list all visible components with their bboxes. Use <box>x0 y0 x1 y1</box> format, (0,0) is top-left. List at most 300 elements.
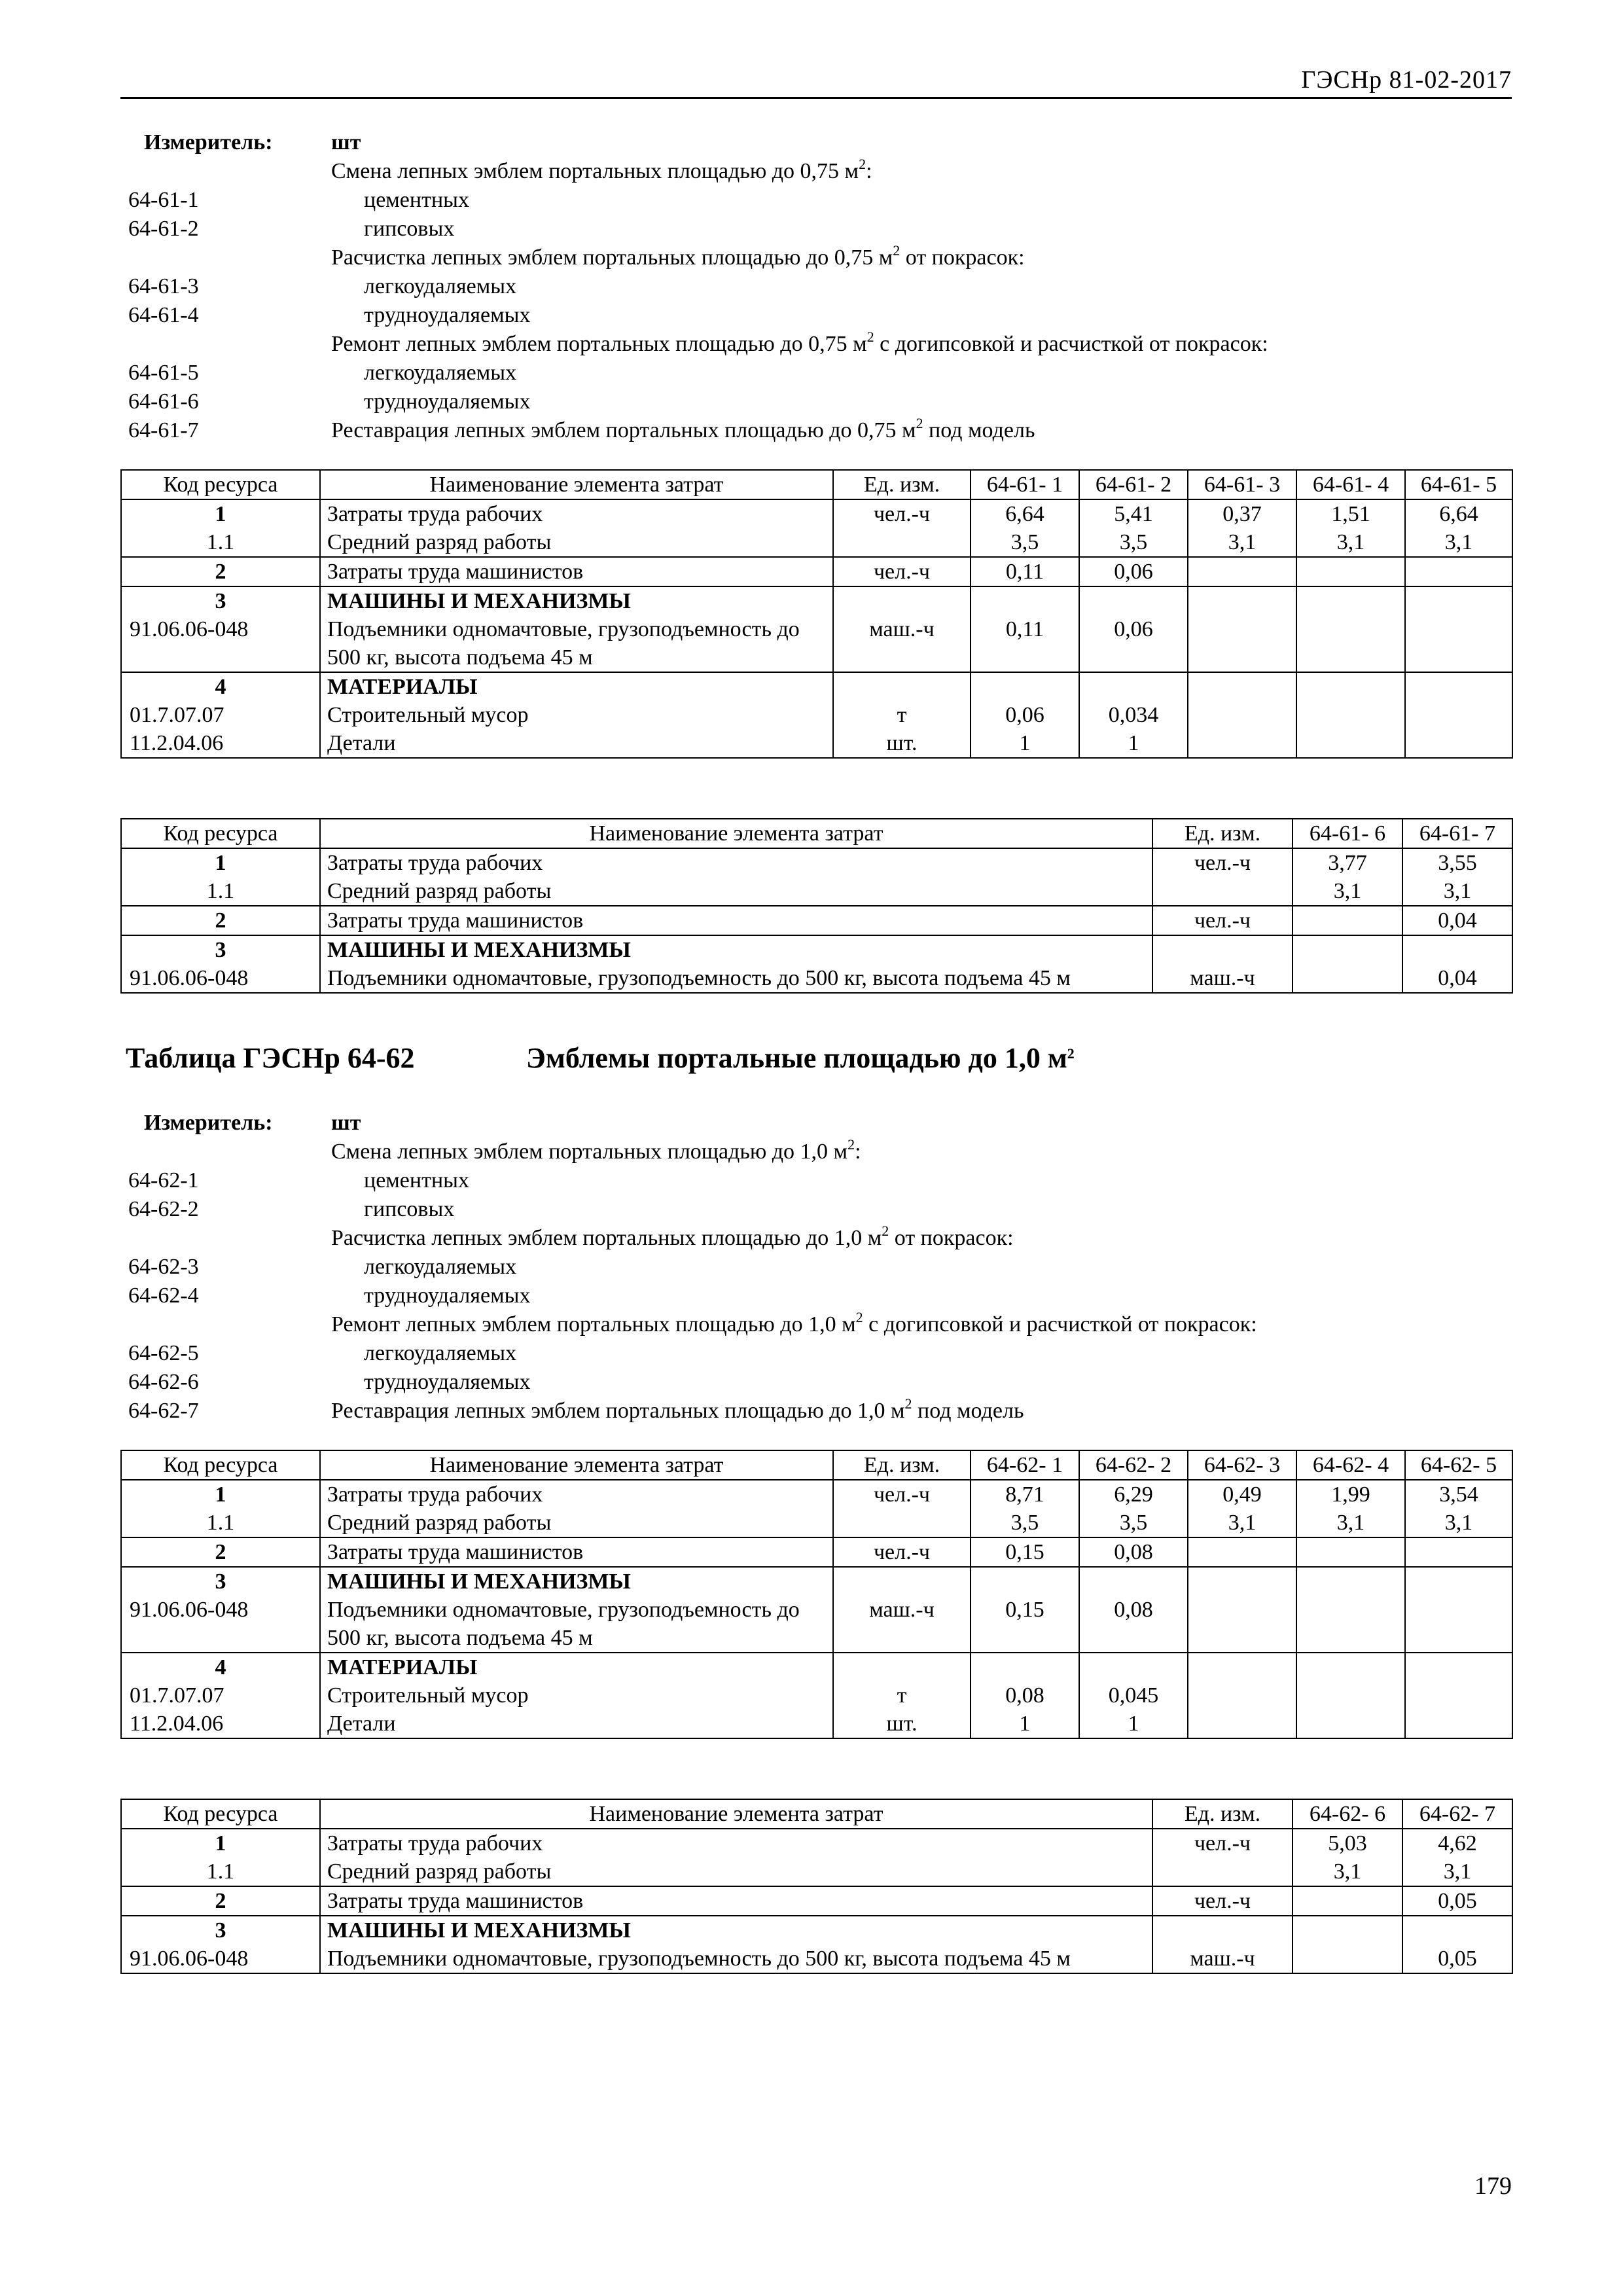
column-header: Код ресурса <box>121 819 320 848</box>
work-code: 64-62-5 <box>128 1341 199 1365</box>
work-description-line <box>120 1339 1512 1368</box>
resource-table-64-61-b <box>120 818 1513 994</box>
column-header: 64-62- 4 <box>1296 1450 1405 1480</box>
unit-of-measure <box>1152 877 1293 906</box>
work-description-text: легкоудаляемых <box>364 274 517 298</box>
superscript: 2 <box>847 1136 855 1153</box>
norm-value: 3,1 <box>1402 1857 1512 1886</box>
table-row <box>121 1681 1512 1710</box>
work-description-line <box>120 416 1512 445</box>
table-row <box>121 877 1512 906</box>
norm-value: 3,1 <box>1405 1509 1512 1537</box>
work-description-line <box>120 1166 1512 1195</box>
unit-of-measure: шт. <box>833 729 971 758</box>
norm-value <box>1188 729 1296 758</box>
cost-element-name: Затраты труда машинистов <box>320 1537 833 1567</box>
work-description-text: Расчистка лепных эмблем портальных площадью до 0,75 м <box>331 245 893 270</box>
norm-value: 0,15 <box>971 1596 1079 1653</box>
work-description <box>364 387 531 416</box>
norm-value: 8,71 <box>971 1480 1079 1509</box>
norm-value <box>971 672 1079 701</box>
table-row <box>121 528 1512 557</box>
norm-value: 3,1 <box>1296 1509 1405 1537</box>
column-header: 64-61- 7 <box>1402 819 1512 848</box>
resource-code: 01.7.07.07 <box>121 1681 320 1710</box>
work-description-line <box>120 1282 1512 1310</box>
work-description-tail: : <box>866 159 872 183</box>
meter-block-64-62 <box>120 1109 1512 1426</box>
norm-value <box>1079 1567 1188 1596</box>
norm-value: 0,06 <box>971 701 1079 729</box>
norm-value: 3,1 <box>1402 877 1512 906</box>
work-description-tail: от покрасок: <box>889 1226 1014 1250</box>
work-description-line <box>120 272 1512 301</box>
column-header: 64-62- 7 <box>1402 1799 1512 1829</box>
cost-element-name: Затраты труда рабочих <box>320 848 1152 877</box>
unit-of-measure <box>1152 1857 1293 1886</box>
norm-value <box>1188 557 1296 586</box>
norm-value <box>971 586 1079 615</box>
norm-value: 1,99 <box>1296 1480 1405 1509</box>
norm-value <box>1296 1710 1405 1738</box>
work-description-text: легкоудаляемых <box>364 361 517 385</box>
table-title: Эмблемы портальные площадью до 1,0 $м^2$ <box>526 1042 1075 1074</box>
superscript: 2 <box>893 242 901 259</box>
work-description-text: легкоудаляемых <box>364 1341 517 1365</box>
norm-value <box>1188 1710 1296 1738</box>
work-description-line <box>120 1368 1512 1397</box>
table-row <box>121 701 1512 729</box>
norm-value: 5,03 <box>1293 1829 1402 1857</box>
resource-table-64-62-b <box>120 1799 1513 1974</box>
column-header: Код ресурса <box>121 470 320 499</box>
work-code: 64-61-2 <box>128 217 199 241</box>
table-header-row <box>121 1799 1512 1829</box>
cost-element-name: Средний разряд работы <box>320 1509 833 1537</box>
resource-code: 91.06.06-048 <box>121 615 320 672</box>
work-code: 64-62-3 <box>128 1255 199 1279</box>
work-description-line <box>120 330 1512 359</box>
norm-value <box>1405 586 1512 615</box>
column-header: Код ресурса <box>121 1799 320 1829</box>
column-header: Ед. изм. <box>1152 1799 1293 1829</box>
resource-code: 11.2.04.06 <box>121 1710 320 1738</box>
table-row <box>121 935 1512 964</box>
table-row <box>121 557 1512 586</box>
norm-value <box>1296 1653 1405 1681</box>
work-description-line <box>120 387 1512 416</box>
table-row <box>121 1829 1512 1857</box>
work-description <box>331 157 872 186</box>
column-header: 64-61- 3 <box>1188 470 1296 499</box>
work-description-text: трудноудаляемых <box>364 1283 531 1308</box>
resource-code: 3 <box>121 586 320 615</box>
document-code-header: ГЭСНр 81-02-2017 <box>1301 66 1512 94</box>
norm-value <box>1405 615 1512 672</box>
norm-value <box>1188 615 1296 672</box>
table-number: Таблица ГЭСНр 64-62 <box>126 1042 415 1074</box>
work-description-line <box>120 243 1512 272</box>
resource-table-64-62-a <box>120 1450 1513 1739</box>
work-description <box>331 243 1025 272</box>
work-code: 64-61-5 <box>128 361 199 385</box>
work-description-text: Расчистка лепных эмблем портальных площадью до 1,0 м <box>331 1226 882 1250</box>
column-header: Наименование элемента затрат <box>320 1450 833 1480</box>
column-header: Наименование элемента затрат <box>320 819 1152 848</box>
norm-value: 3,55 <box>1402 848 1512 877</box>
work-code: 64-62-7 <box>128 1399 199 1423</box>
norm-value: 3,1 <box>1293 877 1402 906</box>
table-row <box>121 1857 1512 1886</box>
cost-element-name: Детали <box>320 1710 833 1738</box>
cost-element-name: МАШИНЫ И МЕХАНИЗМЫ <box>320 586 833 615</box>
unit-of-measure: маш.-ч <box>833 1596 971 1653</box>
resource-code: 1.1 <box>121 1509 320 1537</box>
table-row <box>121 1567 1512 1596</box>
work-code: 64-61-1 <box>128 188 199 212</box>
norm-value <box>1405 701 1512 729</box>
work-description-text: цементных <box>364 188 469 212</box>
norm-value: 6,29 <box>1079 1480 1188 1509</box>
work-description-text: легкоудаляемых <box>364 1255 517 1279</box>
norm-value: 0,05 <box>1402 1886 1512 1916</box>
norm-value <box>1405 1537 1512 1567</box>
column-header: 64-61- 1 <box>971 470 1079 499</box>
unit-of-measure <box>1152 935 1293 964</box>
norm-value <box>1405 672 1512 701</box>
cost-element-name: МАТЕРИАЛЫ <box>320 1653 833 1681</box>
norm-value: 1 <box>971 729 1079 758</box>
cost-element-name: Затраты труда рабочих <box>320 1829 1152 1857</box>
table-row <box>121 1596 1512 1653</box>
table-row <box>121 964 1512 993</box>
norm-value: 0,06 <box>1079 615 1188 672</box>
cost-element-name: Средний разряд работы <box>320 1857 1152 1886</box>
unit-of-measure: чел.-ч <box>1152 848 1293 877</box>
norm-value: 4,62 <box>1402 1829 1512 1857</box>
resource-code: 1 <box>121 1480 320 1509</box>
norm-value: 3,1 <box>1293 1857 1402 1886</box>
norm-value: 6,64 <box>971 499 1079 528</box>
norm-value <box>1188 1596 1296 1653</box>
resource-code: 3 <box>121 1916 320 1945</box>
norm-value: 5,41 <box>1079 499 1188 528</box>
unit-of-measure: т <box>833 701 971 729</box>
column-header: Код ресурса <box>121 1450 320 1480</box>
norm-value <box>1405 1596 1512 1653</box>
work-description-line <box>120 1253 1512 1282</box>
norm-value: 3,5 <box>971 528 1079 557</box>
norm-value <box>1293 1886 1402 1916</box>
norm-value <box>1188 1567 1296 1596</box>
work-description <box>364 1166 469 1195</box>
norm-value: 0,045 <box>1079 1681 1188 1710</box>
column-header: Ед. изм. <box>833 1450 971 1480</box>
work-description <box>364 1282 531 1310</box>
work-description-line <box>120 186 1512 215</box>
norm-value <box>1079 1653 1188 1681</box>
norm-value: 0,04 <box>1402 964 1512 993</box>
norm-value <box>1296 1567 1405 1596</box>
table-row <box>121 1916 1512 1945</box>
work-code: 64-62-1 <box>128 1168 199 1193</box>
work-code: 64-62-4 <box>128 1283 199 1308</box>
norm-value <box>1188 672 1296 701</box>
cost-element-name: Затраты труда машинистов <box>320 1886 1152 1916</box>
work-description-text: Ремонт лепных эмблем портальных площадью до 1,0 м <box>331 1312 856 1336</box>
table-row <box>121 672 1512 701</box>
work-description-line <box>120 1310 1512 1339</box>
cost-element-name: МАТЕРИАЛЫ <box>320 672 833 701</box>
norm-value: 3,1 <box>1405 528 1512 557</box>
resource-code: 2 <box>121 1886 320 1916</box>
table-header-row <box>121 470 1512 499</box>
column-header: Наименование элемента затрат <box>320 470 833 499</box>
column-header: 64-62- 6 <box>1293 1799 1402 1829</box>
table-row <box>121 1886 1512 1916</box>
norm-value <box>1402 1916 1512 1945</box>
norm-value <box>1293 1945 1402 1973</box>
column-header: Ед. изм. <box>1152 819 1293 848</box>
table-row <box>121 1537 1512 1567</box>
column-header: 64-62- 1 <box>971 1450 1079 1480</box>
work-description-tail: с догипсовкой и расчисткой от покрасок: <box>874 332 1268 356</box>
norm-value: 0,11 <box>971 557 1079 586</box>
unit-of-measure: чел.-ч <box>1152 1829 1293 1857</box>
unit-of-measure: чел.-ч <box>833 1537 971 1567</box>
work-description-line <box>120 1195 1512 1224</box>
norm-value <box>1293 906 1402 935</box>
norm-value <box>1405 1653 1512 1681</box>
cost-element-name: МАШИНЫ И МЕХАНИЗМЫ <box>320 1567 833 1596</box>
column-header: 64-62- 2 <box>1079 1450 1188 1480</box>
unit-of-measure <box>833 586 971 615</box>
column-header: Наименование элемента затрат <box>320 1799 1152 1829</box>
unit-of-measure: чел.-ч <box>1152 1886 1293 1916</box>
work-description-line <box>120 1224 1512 1253</box>
norm-value: 1 <box>1079 1710 1188 1738</box>
norm-value: 3,5 <box>971 1509 1079 1537</box>
unit-of-measure: чел.-ч <box>1152 906 1293 935</box>
norm-value <box>1296 701 1405 729</box>
work-description <box>364 359 516 387</box>
superscript: 2 <box>916 415 923 431</box>
work-description-text: трудноудаляемых <box>364 303 531 327</box>
work-description-text: трудноудаляемых <box>364 389 531 414</box>
cost-element-name: МАШИНЫ И МЕХАНИЗМЫ <box>320 935 1152 964</box>
superscript: 2 <box>904 1395 912 1412</box>
table-row <box>121 499 1512 528</box>
work-description <box>331 1310 1257 1339</box>
norm-value: 0,49 <box>1188 1480 1296 1509</box>
work-description-text: цементных <box>364 1168 469 1193</box>
norm-value <box>1296 1681 1405 1710</box>
norm-value: 3,1 <box>1188 528 1296 557</box>
norm-value <box>1405 557 1512 586</box>
work-description-text: Смена лепных эмблем портальных площадью до 0,75 м <box>331 159 859 183</box>
resource-table-64-61-a <box>120 469 1513 759</box>
resource-code: 3 <box>121 935 320 964</box>
norm-value <box>1079 586 1188 615</box>
superscript: 2 <box>859 156 866 172</box>
unit-of-measure: чел.-ч <box>833 499 971 528</box>
work-description <box>364 272 516 301</box>
cost-element-name: Затраты труда рабочих <box>320 1480 833 1509</box>
unit-of-measure <box>833 1567 971 1596</box>
table-header-row <box>121 819 1512 848</box>
work-description-line <box>120 215 1512 243</box>
unit-of-measure: маш.-ч <box>1152 964 1293 993</box>
work-description-text: Смена лепных эмблем портальных площадью до 1,0 м <box>331 1139 848 1164</box>
meter-label: Измеритель: <box>144 130 273 154</box>
resource-code: 1 <box>121 1829 320 1857</box>
norm-value: 0,06 <box>1079 557 1188 586</box>
cost-element-name: Подъемники одномачтовые, грузоподъемность до 500 кг, высота подъема 45 м <box>320 1596 833 1653</box>
resource-code: 4 <box>121 1653 320 1681</box>
column-header: 64-61- 4 <box>1296 470 1405 499</box>
page-number: 179 <box>1474 2172 1512 2200</box>
header-rule <box>120 97 1512 99</box>
work-description <box>331 1397 1024 1426</box>
work-description-tail: под модель <box>912 1399 1024 1423</box>
resource-code: 1 <box>121 499 320 528</box>
work-description-text: Реставрация лепных эмблем портальных площадью до 1,0 м <box>331 1399 905 1423</box>
work-description <box>331 1138 861 1166</box>
table-row <box>121 1480 1512 1509</box>
cost-element-name: Детали <box>320 729 833 758</box>
work-code: 64-62-6 <box>128 1370 199 1394</box>
norm-value: 1,51 <box>1296 499 1405 528</box>
table-row <box>121 1710 1512 1738</box>
column-header: 64-61- 6 <box>1293 819 1402 848</box>
column-header: 64-62- 5 <box>1405 1450 1512 1480</box>
norm-value <box>1405 729 1512 758</box>
norm-value <box>1296 586 1405 615</box>
meter-unit: шт <box>331 1111 361 1135</box>
cost-element-name: Подъемники одномачтовые, грузоподъемность до 500 кг, высота подъема 45 м <box>320 964 1152 993</box>
resource-code: 2 <box>121 1537 320 1567</box>
unit-of-measure <box>833 528 971 557</box>
norm-value <box>1296 557 1405 586</box>
unit-of-measure: т <box>833 1681 971 1710</box>
norm-value <box>1296 672 1405 701</box>
norm-value: 6,64 <box>1405 499 1512 528</box>
table-row <box>121 729 1512 758</box>
resource-code: 91.06.06-048 <box>121 1596 320 1653</box>
resource-code: 1 <box>121 848 320 877</box>
meter-line <box>120 128 1512 157</box>
cost-element-name: Затраты труда машинистов <box>320 557 833 586</box>
norm-value <box>1293 964 1402 993</box>
norm-value: 0,11 <box>971 615 1079 672</box>
cost-element-name: Подъемники одномачтовые, грузоподъемность до 500 кг, высота подъема 45 м <box>320 615 833 672</box>
column-header: 64-62- 3 <box>1188 1450 1296 1480</box>
norm-value: 3,77 <box>1293 848 1402 877</box>
column-header: Ед. изм. <box>833 470 971 499</box>
superscript: 2 <box>855 1309 863 1325</box>
norm-value <box>1293 935 1402 964</box>
work-description-text: Ремонт лепных эмблем портальных площадью до 0,75 м <box>331 332 867 356</box>
norm-value: 0,08 <box>971 1681 1079 1710</box>
norm-value <box>1405 1710 1512 1738</box>
cost-element-name: Строительный мусор <box>320 701 833 729</box>
cost-element-name: Затраты труда рабочих <box>320 499 833 528</box>
resource-code: 1.1 <box>121 528 320 557</box>
unit-of-measure <box>1152 1916 1293 1945</box>
norm-value: 3,1 <box>1188 1509 1296 1537</box>
work-description <box>364 186 469 215</box>
norm-value <box>1296 1537 1405 1567</box>
norm-value <box>971 1653 1079 1681</box>
norm-value <box>1296 1596 1405 1653</box>
column-header: 64-61- 5 <box>1405 470 1512 499</box>
work-description-text: гипсовых <box>364 1197 455 1221</box>
work-description-text: Реставрация лепных эмблем портальных площадью до 0,75 м <box>331 418 916 442</box>
norm-value <box>1188 1653 1296 1681</box>
norm-value <box>1188 701 1296 729</box>
work-description-tail: с догипсовкой и расчисткой от покрасок: <box>863 1312 1257 1336</box>
resource-code: 11.2.04.06 <box>121 729 320 758</box>
table-header-row <box>121 1450 1512 1480</box>
cost-element-name: Затраты труда машинистов <box>320 906 1152 935</box>
work-code: 64-61-3 <box>128 274 199 298</box>
work-description <box>331 416 1035 445</box>
norm-value: 0,08 <box>1079 1596 1188 1653</box>
work-description <box>364 301 531 330</box>
norm-value: 3,5 <box>1079 1509 1188 1537</box>
superscript: 2 <box>882 1223 889 1239</box>
cost-element-name: Строительный мусор <box>320 1681 833 1710</box>
work-description <box>331 330 1268 359</box>
table-row <box>121 1509 1512 1537</box>
superscript: 2 <box>866 329 874 345</box>
work-description <box>331 1224 1014 1253</box>
norm-value <box>1293 1916 1402 1945</box>
unit-of-measure <box>833 1653 971 1681</box>
table-row <box>121 615 1512 672</box>
meter-line <box>120 1109 1512 1138</box>
norm-value <box>1405 1681 1512 1710</box>
norm-value: 0,37 <box>1188 499 1296 528</box>
norm-value: 1 <box>1079 729 1188 758</box>
work-description-line <box>120 1138 1512 1166</box>
unit-of-measure: чел.-ч <box>833 1480 971 1509</box>
cost-element-name: МАШИНЫ И МЕХАНИЗМЫ <box>320 1916 1152 1945</box>
cost-element-name: Подъемники одномачтовые, грузоподъемность до 500 кг, высота подъема 45 м <box>320 1945 1152 1973</box>
work-description-tail: от покрасок: <box>900 245 1025 270</box>
unit-of-measure: маш.-ч <box>1152 1945 1293 1973</box>
resource-code: 2 <box>121 906 320 935</box>
work-description-line <box>120 157 1512 186</box>
norm-value <box>1402 935 1512 964</box>
norm-value: 3,54 <box>1405 1480 1512 1509</box>
meter-label: Измеритель: <box>144 1111 273 1135</box>
norm-value: 3,5 <box>1079 528 1188 557</box>
resource-code: 4 <box>121 672 320 701</box>
work-code: 64-61-4 <box>128 303 199 327</box>
norm-value: 0,034 <box>1079 701 1188 729</box>
unit-of-measure: чел.-ч <box>833 557 971 586</box>
norm-value: 0,05 <box>1402 1945 1512 1973</box>
meter-block-64-61 <box>120 128 1512 445</box>
unit-of-measure: маш.-ч <box>833 615 971 672</box>
table-row <box>121 1653 1512 1681</box>
norm-value <box>1405 1567 1512 1596</box>
norm-value <box>1188 1681 1296 1710</box>
norm-value: 0,08 <box>1079 1537 1188 1567</box>
norm-value <box>971 1567 1079 1596</box>
resource-code: 2 <box>121 557 320 586</box>
